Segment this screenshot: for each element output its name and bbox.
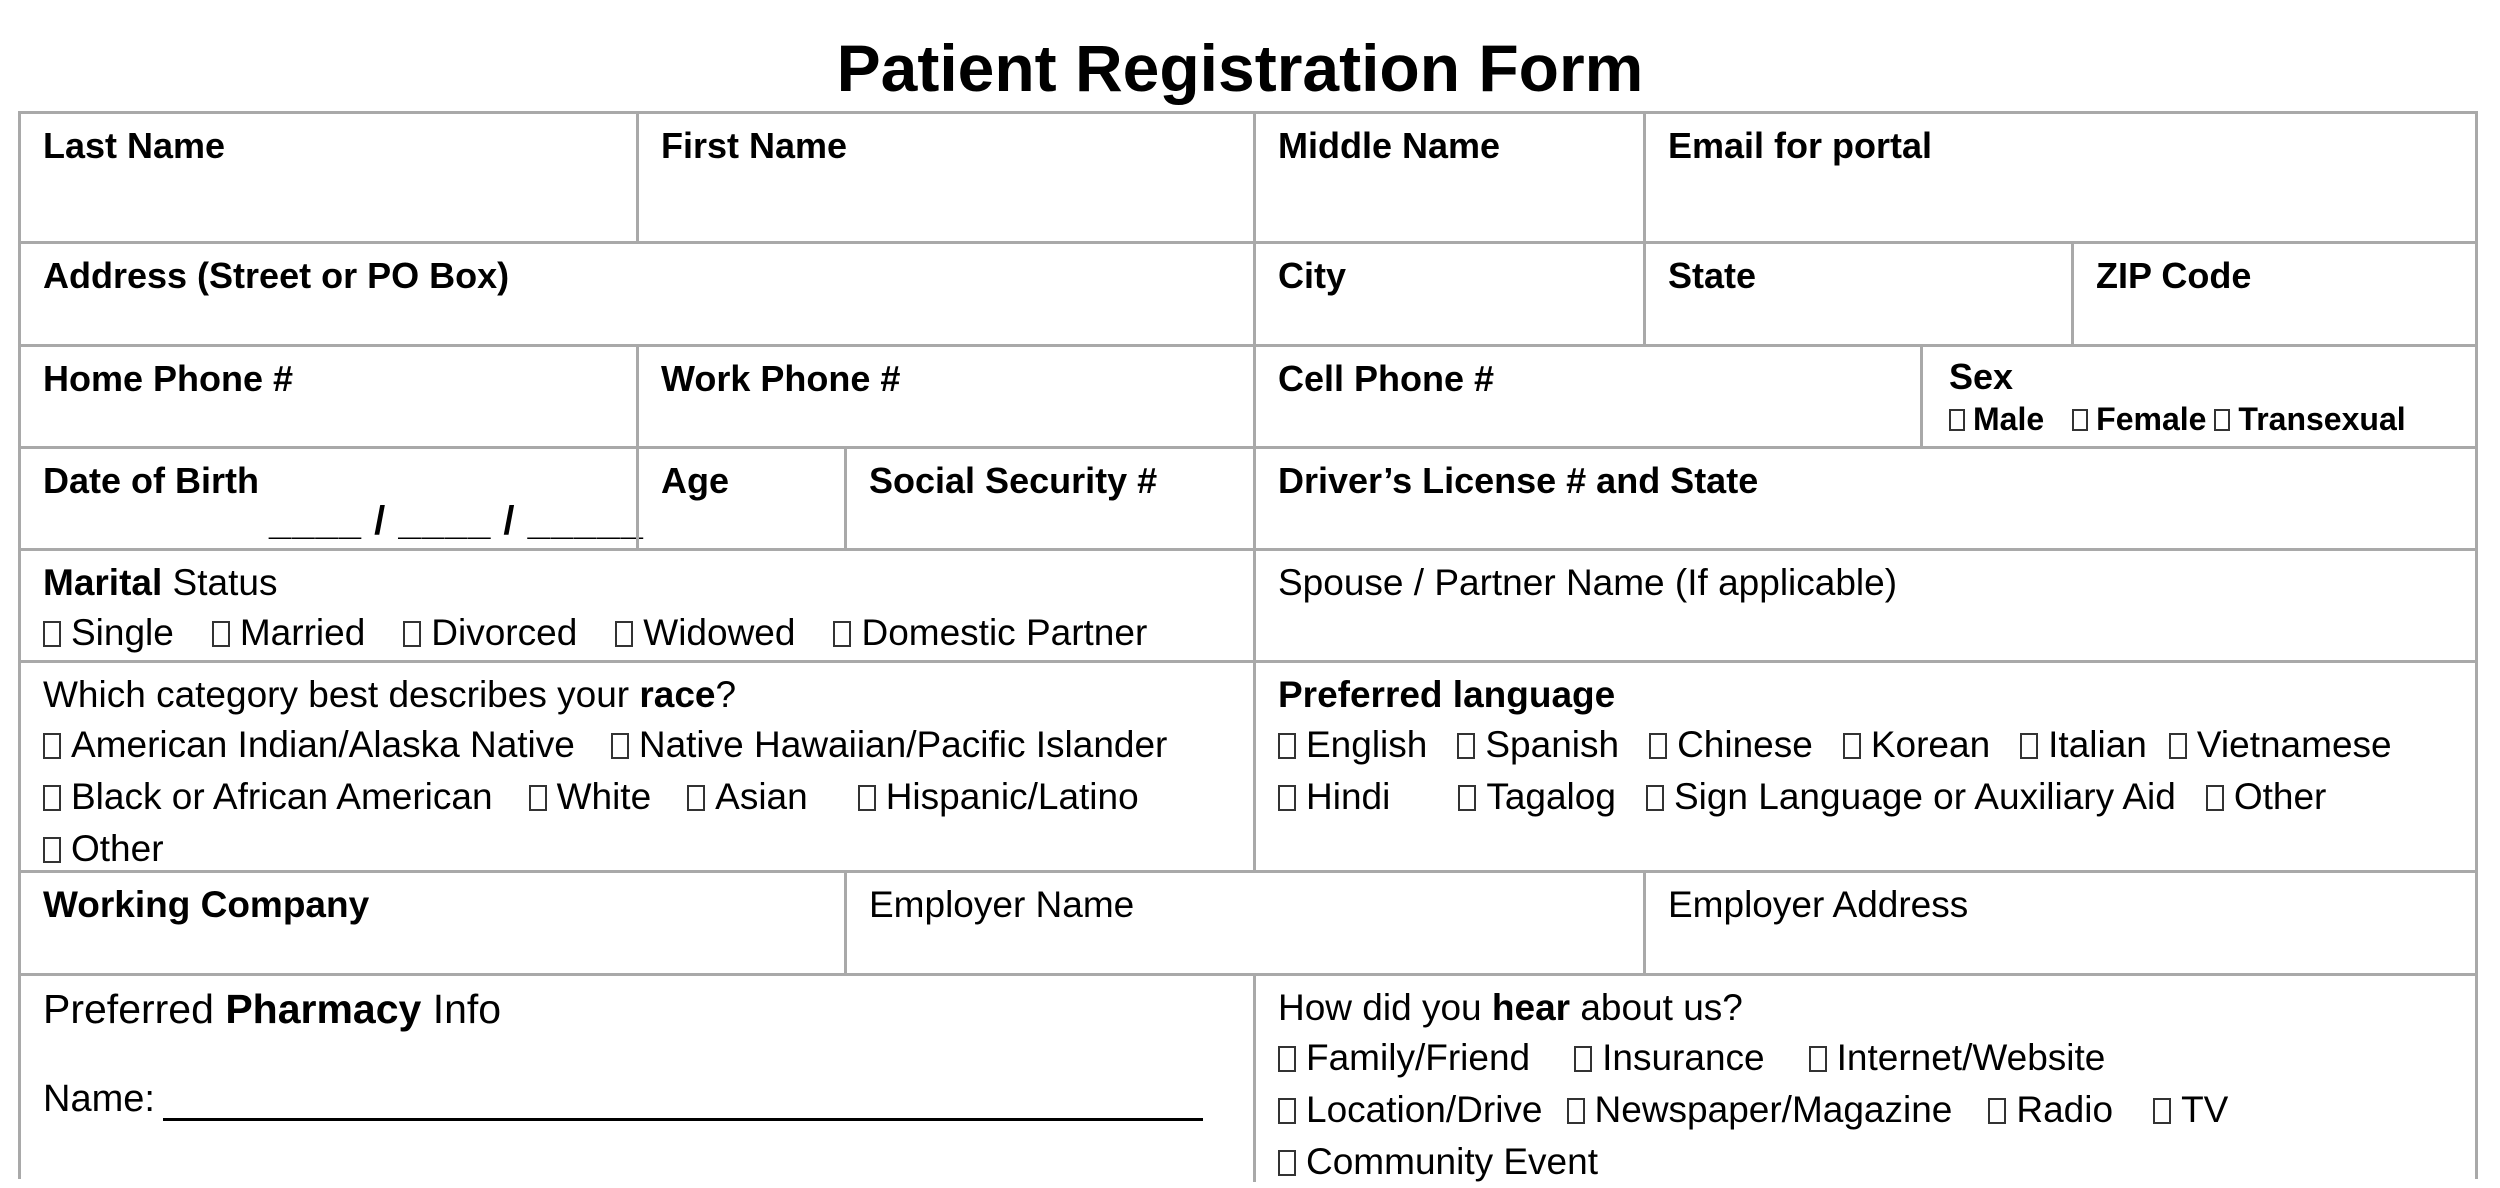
referral-newspaper-option[interactable]: Newspaper/Magazine bbox=[1567, 1084, 1953, 1136]
email-label: Email for portal bbox=[1668, 125, 1933, 166]
employer-address-label: Employer Address bbox=[1668, 884, 1969, 925]
marital-status-field bbox=[21, 551, 1253, 660]
race-asian-option[interactable]: Asian bbox=[687, 771, 808, 823]
sex-options bbox=[1949, 399, 2453, 439]
checkbox[interactable] bbox=[1809, 1046, 1827, 1072]
name-row bbox=[21, 114, 2475, 244]
race-american-indian-option[interactable]: American Indian/Alaska Native bbox=[43, 719, 575, 771]
work-phone-field[interactable] bbox=[636, 347, 1253, 446]
checkbox[interactable] bbox=[43, 733, 61, 759]
working-company-label: Working Company bbox=[43, 884, 370, 925]
referral-insurance-option[interactable]: Insurance bbox=[1574, 1032, 1765, 1084]
last-name-field[interactable] bbox=[21, 114, 636, 241]
race-options-line-3 bbox=[43, 823, 1231, 875]
marital-married-option[interactable]: Married bbox=[212, 607, 365, 659]
spouse-name-label: Spouse / Partner Name (If applicable) bbox=[1278, 562, 1898, 603]
employer-name-field[interactable] bbox=[844, 873, 1643, 973]
home-phone-field[interactable] bbox=[21, 347, 636, 446]
checkbox[interactable] bbox=[2214, 409, 2230, 431]
checkbox[interactable] bbox=[615, 621, 633, 647]
marital-single-option[interactable]: Single bbox=[43, 607, 174, 659]
checkbox[interactable] bbox=[212, 621, 230, 647]
phone-row bbox=[21, 347, 2475, 449]
language-chinese-option[interactable]: Chinese bbox=[1649, 719, 1813, 771]
pharmacy-name-line[interactable] bbox=[43, 1078, 1231, 1121]
language-other-option[interactable]: Other bbox=[2206, 771, 2327, 823]
language-korean-option[interactable]: Korean bbox=[1843, 719, 1990, 771]
race-language-row bbox=[21, 663, 2475, 873]
dob-blanks: ____ / ____ / _____ bbox=[269, 499, 644, 543]
checkbox[interactable] bbox=[2020, 733, 2038, 759]
sex-male-option[interactable]: Male bbox=[1949, 399, 2044, 439]
age-label: Age bbox=[661, 460, 730, 501]
checkbox[interactable] bbox=[2072, 409, 2088, 431]
checkbox[interactable] bbox=[43, 621, 61, 647]
registration-form bbox=[18, 111, 2478, 1182]
race-white-option[interactable]: White bbox=[529, 771, 652, 823]
language-english-option[interactable]: English bbox=[1278, 719, 1427, 771]
sex-transexual-option[interactable]: Transexual bbox=[2214, 399, 2405, 439]
state-label: State bbox=[1668, 255, 1757, 296]
checkbox[interactable] bbox=[858, 785, 876, 811]
language-field bbox=[1253, 663, 2475, 870]
employer-name-label: Employer Name bbox=[869, 884, 1135, 925]
referral-tv-option[interactable]: TV bbox=[2153, 1084, 2228, 1136]
city-label: City bbox=[1278, 255, 1347, 296]
checkbox[interactable] bbox=[611, 733, 629, 759]
language-options-line-1 bbox=[1278, 719, 2453, 771]
license-field[interactable] bbox=[1253, 449, 2475, 548]
marital-status-label: Marital Status bbox=[43, 562, 278, 603]
license-label: Driver’s License # and State bbox=[1278, 460, 1759, 501]
middle-name-field[interactable] bbox=[1253, 114, 1643, 241]
identity-row bbox=[21, 449, 2475, 551]
race-question: Which category best describes your race? bbox=[43, 674, 737, 715]
race-other-option[interactable]: Other bbox=[43, 823, 164, 875]
referral-field bbox=[1253, 976, 2475, 1182]
checkbox[interactable] bbox=[1278, 1150, 1296, 1176]
referral-location-option[interactable]: Location/Drive bbox=[1278, 1084, 1543, 1136]
checkbox[interactable] bbox=[1649, 733, 1667, 759]
checkbox[interactable] bbox=[2169, 733, 2187, 759]
address-row bbox=[21, 244, 2475, 347]
spouse-name-field[interactable] bbox=[1253, 551, 2475, 660]
language-hindi-option[interactable]: Hindi bbox=[1278, 771, 1390, 823]
race-field bbox=[21, 663, 1253, 870]
cell-phone-label: Cell Phone # bbox=[1278, 358, 1495, 399]
referral-internet-option[interactable]: Internet/Website bbox=[1809, 1032, 2106, 1084]
address-label: Address (Street or PO Box) bbox=[43, 255, 510, 296]
employer-address-field[interactable] bbox=[1643, 873, 2475, 973]
language-options-line-2 bbox=[1278, 771, 2453, 823]
referral-radio-option[interactable]: Radio bbox=[1988, 1084, 2113, 1136]
checkbox[interactable] bbox=[833, 621, 851, 647]
checkbox[interactable] bbox=[1458, 785, 1476, 811]
pharmacy-name-underline[interactable] bbox=[163, 1082, 1203, 1121]
language-spanish-option[interactable]: Spanish bbox=[1457, 719, 1619, 771]
ssn-field[interactable] bbox=[844, 449, 1253, 548]
checkbox[interactable] bbox=[1278, 1098, 1296, 1124]
checkbox[interactable] bbox=[1278, 1046, 1296, 1072]
last-name-label: Last Name bbox=[43, 125, 226, 166]
checkbox[interactable] bbox=[529, 785, 547, 811]
checkbox[interactable] bbox=[43, 837, 61, 863]
sex-field bbox=[1920, 347, 2475, 446]
first-name-field[interactable] bbox=[636, 114, 1253, 241]
checkbox[interactable] bbox=[1278, 785, 1296, 811]
age-field[interactable] bbox=[636, 449, 844, 548]
checkbox[interactable] bbox=[2153, 1098, 2171, 1124]
marital-domestic-partner-option[interactable]: Domestic Partner bbox=[833, 607, 1147, 659]
page-title: Patient Registration Form bbox=[836, 31, 1644, 105]
sex-label: Sex bbox=[1949, 356, 2014, 397]
dob-field[interactable] bbox=[21, 449, 644, 548]
ssn-label: Social Security # bbox=[869, 460, 1158, 501]
email-field[interactable] bbox=[1643, 114, 2475, 241]
zip-label: ZIP Code bbox=[2096, 255, 2252, 296]
checkbox[interactable] bbox=[1457, 733, 1475, 759]
city-field[interactable] bbox=[1253, 244, 1643, 344]
language-italian-option[interactable]: Italian bbox=[2020, 719, 2147, 771]
home-phone-label: Home Phone # bbox=[43, 358, 294, 399]
checkbox[interactable] bbox=[1843, 733, 1861, 759]
marital-row bbox=[21, 551, 2475, 663]
race-options-line-2 bbox=[43, 771, 1231, 823]
first-name-label: First Name bbox=[661, 125, 848, 166]
race-black-option[interactable]: Black or African American bbox=[43, 771, 493, 823]
marital-divorced-option[interactable]: Divorced bbox=[403, 607, 577, 659]
race-options-line-1 bbox=[43, 719, 1231, 771]
pharmacy-field bbox=[21, 976, 1253, 1182]
state-field[interactable] bbox=[1643, 244, 2071, 344]
cell-phone-field[interactable] bbox=[1253, 347, 1920, 446]
zip-field[interactable] bbox=[2071, 244, 2475, 344]
checkbox[interactable] bbox=[2206, 785, 2224, 811]
checkbox[interactable] bbox=[43, 785, 61, 811]
language-vietnamese-option[interactable]: Vietnamese bbox=[2169, 719, 2392, 771]
referral-options-line-2 bbox=[1278, 1084, 2453, 1136]
pharmacy-referral-row bbox=[21, 976, 2475, 1182]
language-sign-language-option[interactable]: Sign Language or Auxiliary Aid bbox=[1646, 771, 2176, 823]
checkbox[interactable] bbox=[1646, 785, 1664, 811]
pharmacy-name-label: Name: bbox=[43, 1078, 155, 1120]
marital-options bbox=[43, 607, 1231, 659]
referral-options-line-1 bbox=[1278, 1032, 2453, 1084]
checkbox[interactable] bbox=[1574, 1046, 1592, 1072]
referral-options-line-3 bbox=[1278, 1136, 2453, 1188]
address-field[interactable] bbox=[21, 244, 1253, 344]
checkbox[interactable] bbox=[1567, 1098, 1585, 1124]
employment-row bbox=[21, 873, 2475, 976]
dob-label: Date of Birth bbox=[43, 460, 259, 501]
working-company-field[interactable] bbox=[21, 873, 844, 973]
checkbox[interactable] bbox=[1949, 409, 1965, 431]
marital-widowed-option[interactable]: Widowed bbox=[615, 607, 795, 659]
race-native-hawaiian-option[interactable]: Native Hawaiian/Pacific Islander bbox=[611, 719, 1168, 771]
race-hispanic-option[interactable]: Hispanic/Latino bbox=[858, 771, 1139, 823]
checkbox[interactable] bbox=[687, 785, 705, 811]
work-phone-label: Work Phone # bbox=[661, 358, 901, 399]
checkbox[interactable] bbox=[1988, 1098, 2006, 1124]
language-tagalog-option[interactable]: Tagalog bbox=[1458, 771, 1616, 823]
checkbox[interactable] bbox=[403, 621, 421, 647]
sex-female-option[interactable]: Female bbox=[2072, 399, 2206, 439]
language-label: Preferred language bbox=[1278, 674, 1616, 715]
middle-name-label: Middle Name bbox=[1278, 125, 1501, 166]
checkbox[interactable] bbox=[1278, 733, 1296, 759]
referral-family-option[interactable]: Family/Friend bbox=[1278, 1032, 1530, 1084]
referral-question: How did you hear about us? bbox=[1278, 987, 1743, 1028]
pharmacy-heading: Preferred Pharmacy Info bbox=[43, 986, 502, 1032]
referral-community-event-option[interactable]: Community Event bbox=[1278, 1136, 1598, 1188]
